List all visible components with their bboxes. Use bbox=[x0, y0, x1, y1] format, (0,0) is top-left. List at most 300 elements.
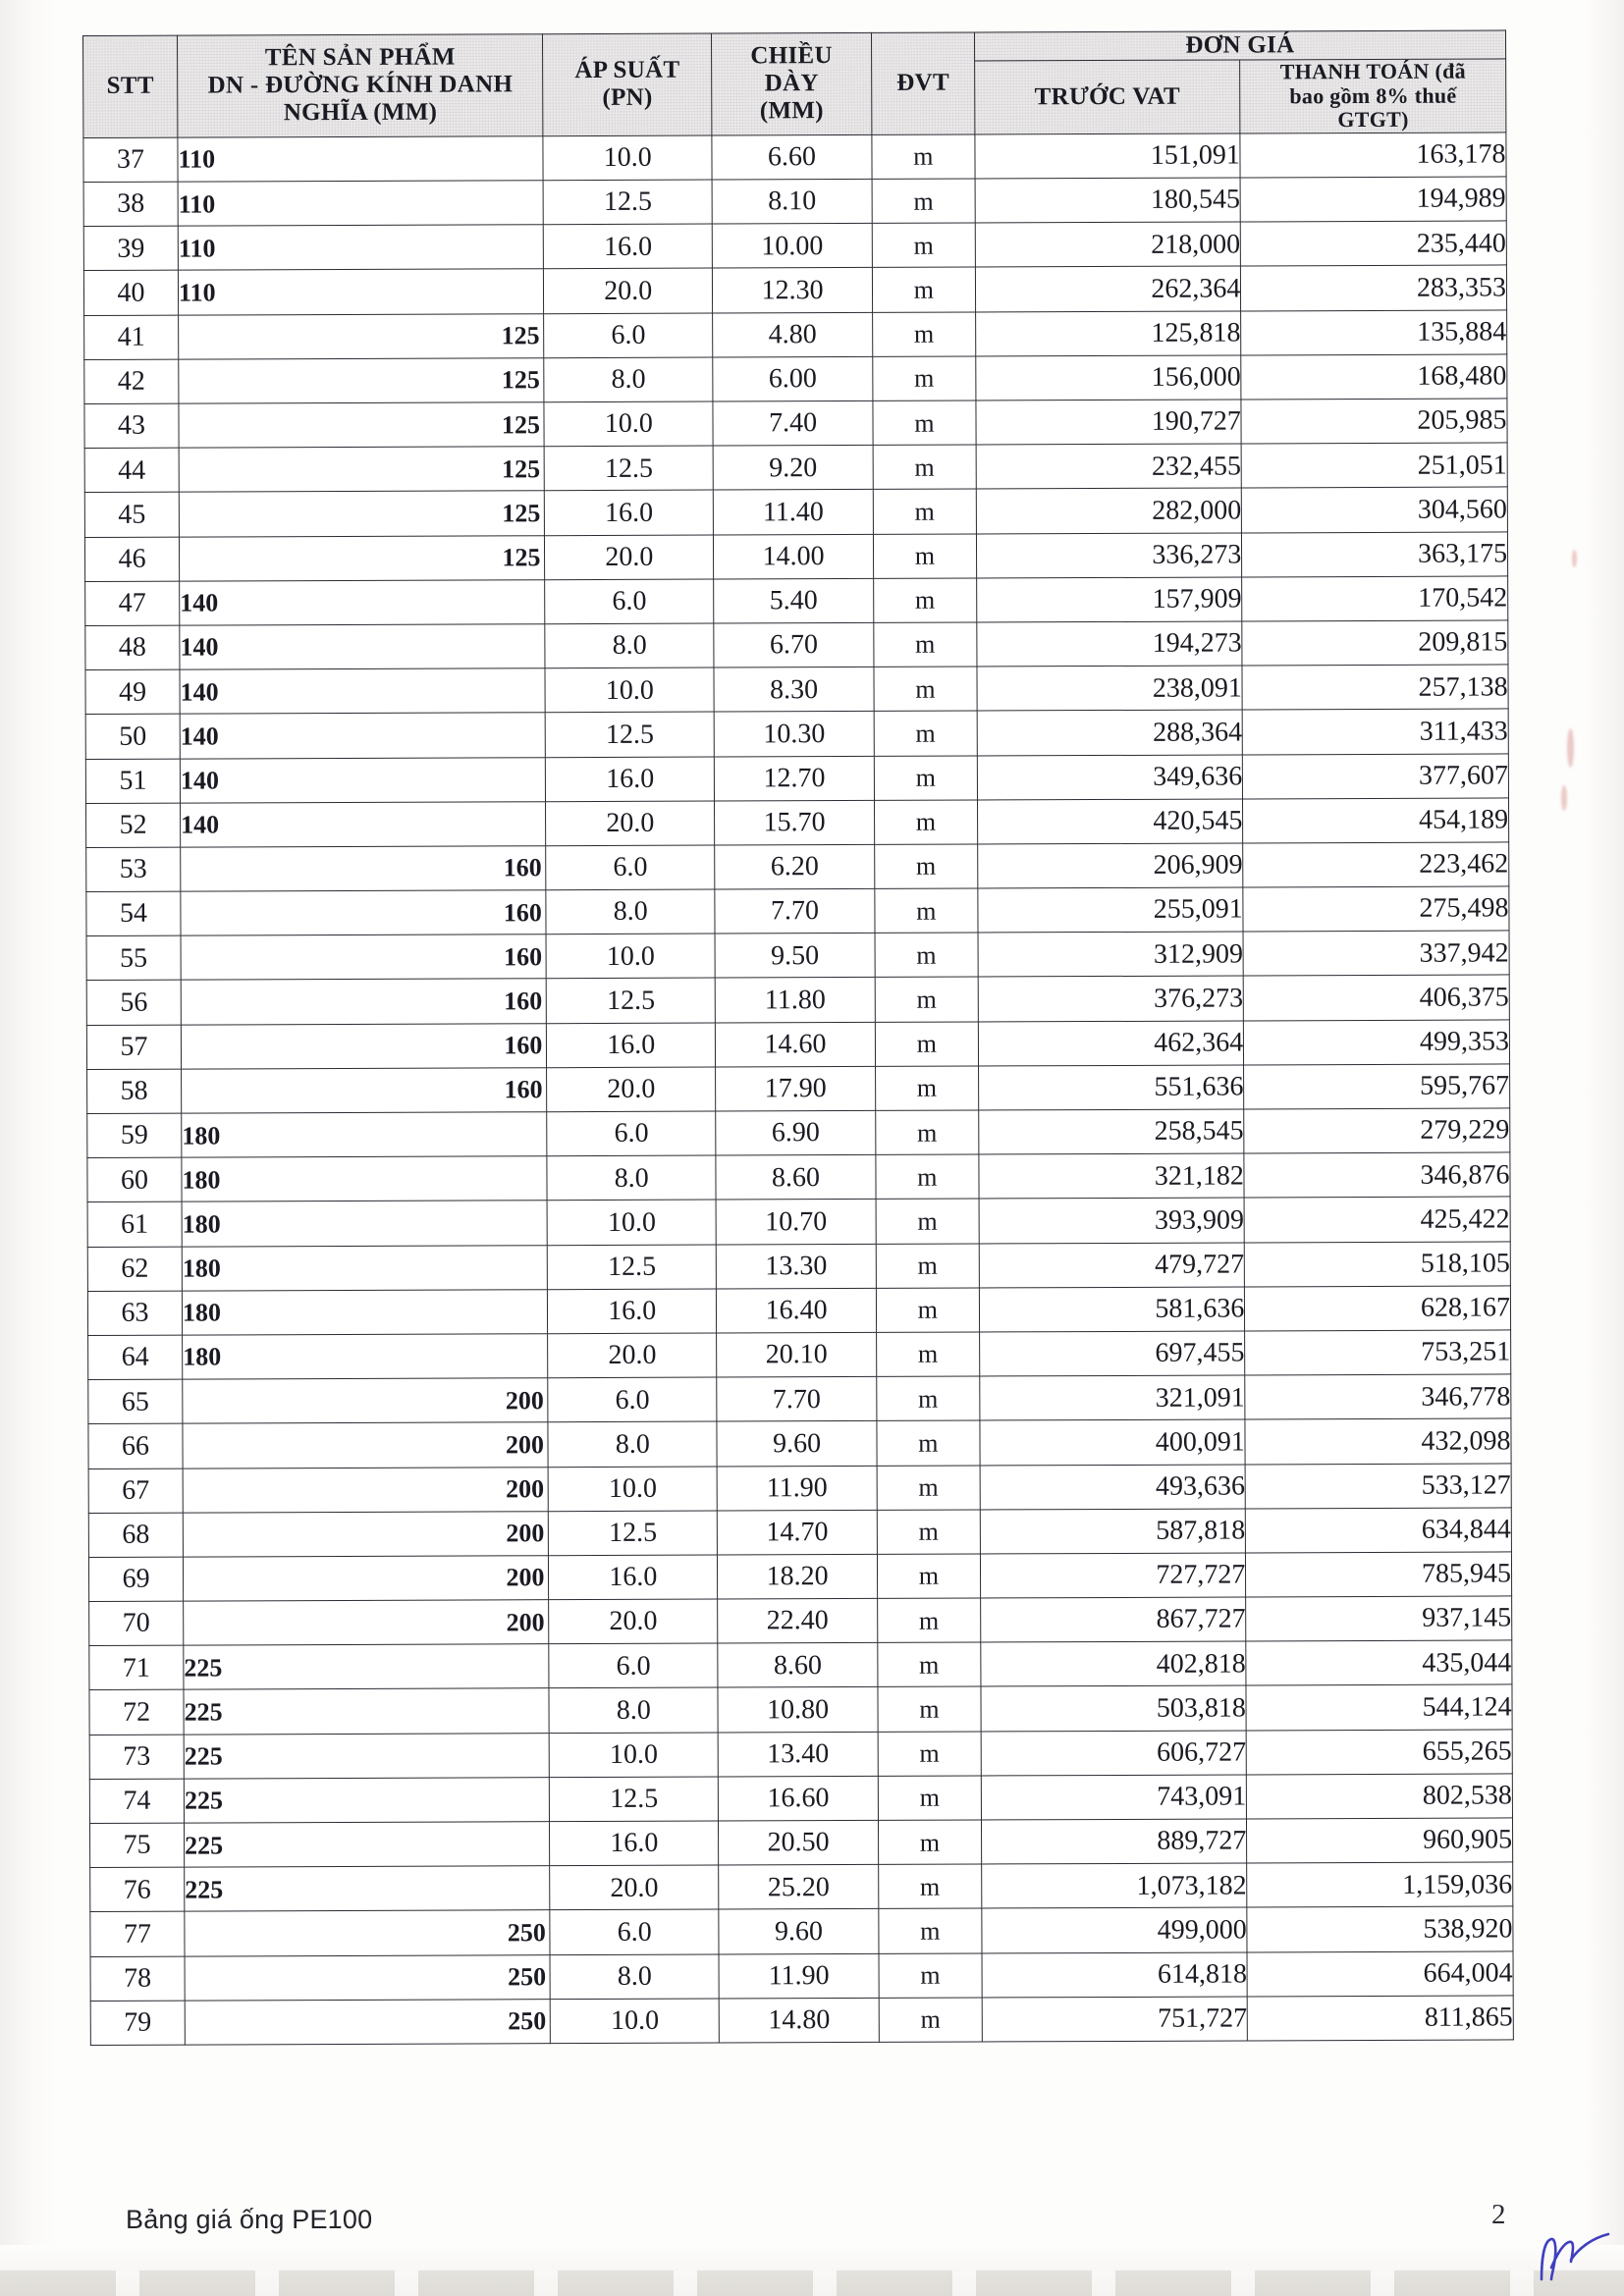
table-row bbox=[86, 975, 1509, 1025]
cell-thickness: 16.40 bbox=[717, 1288, 877, 1333]
cell-nominal-diameter: 180 bbox=[182, 1201, 548, 1247]
table-row bbox=[87, 1286, 1510, 1336]
cell-unit: m bbox=[877, 1376, 980, 1421]
cell-unit: m bbox=[879, 1953, 982, 1999]
cell-before-vat: 312,909 bbox=[978, 932, 1244, 977]
cell-payment: 251,051 bbox=[1241, 443, 1507, 488]
cell-unit: m bbox=[872, 267, 975, 312]
cell-pressure: 20.0 bbox=[550, 1865, 719, 1910]
cell-stt: 67 bbox=[88, 1468, 183, 1514]
handwritten-signature-mark bbox=[1532, 2230, 1616, 2285]
cell-payment: 223,462 bbox=[1243, 842, 1509, 887]
cell-before-vat: 125,818 bbox=[975, 311, 1241, 356]
cell-pressure: 6.0 bbox=[548, 1377, 717, 1422]
table-row bbox=[90, 1996, 1513, 2046]
cell-before-vat: 493,636 bbox=[980, 1464, 1246, 1509]
cell-payment: 544,124 bbox=[1246, 1684, 1512, 1730]
cell-unit: m bbox=[876, 1199, 979, 1244]
cell-before-vat: 157,909 bbox=[976, 577, 1242, 622]
cell-pressure: 12.5 bbox=[546, 712, 715, 757]
cell-stt: 50 bbox=[85, 714, 180, 759]
scan-smudge bbox=[1572, 550, 1577, 567]
header-pressure-line1: ÁP SUẤT bbox=[574, 57, 680, 84]
header-unit bbox=[872, 32, 975, 134]
cell-stt: 74 bbox=[89, 1779, 184, 1824]
cell-unit: m bbox=[875, 1022, 978, 1067]
cell-thickness: 7.70 bbox=[715, 888, 875, 934]
table-row bbox=[89, 1730, 1512, 1780]
cell-unit: m bbox=[878, 1598, 981, 1643]
price-table-container bbox=[82, 31, 1513, 2046]
table-row bbox=[88, 1418, 1511, 1468]
cell-before-vat: 349,636 bbox=[977, 754, 1243, 799]
cell-before-vat: 751,727 bbox=[982, 1997, 1248, 2042]
header-payment-line2: bao gồm 8% thuế bbox=[1289, 82, 1457, 108]
cell-before-vat: 288,364 bbox=[977, 710, 1243, 755]
table-row bbox=[87, 1152, 1510, 1202]
cell-unit: m bbox=[872, 179, 975, 224]
cell-nominal-diameter: 125 bbox=[179, 402, 545, 449]
cell-thickness: 14.80 bbox=[719, 1998, 879, 2043]
cell-unit: m bbox=[874, 578, 977, 623]
table-row bbox=[90, 1950, 1513, 2001]
header-unit-label: ĐVT bbox=[896, 70, 949, 97]
table-row bbox=[88, 1552, 1511, 1602]
table-row bbox=[87, 1064, 1510, 1114]
cell-stt: 76 bbox=[90, 1867, 185, 1912]
cell-stt: 59 bbox=[87, 1113, 182, 1158]
cell-pressure: 10.0 bbox=[544, 401, 713, 447]
cell-stt: 66 bbox=[88, 1423, 183, 1468]
cell-unit: m bbox=[873, 445, 976, 490]
table-row bbox=[84, 310, 1507, 360]
cell-pressure: 8.0 bbox=[545, 623, 714, 668]
cell-before-vat: 190,727 bbox=[976, 400, 1242, 445]
cell-stt: 54 bbox=[86, 891, 181, 936]
cell-payment: 275,498 bbox=[1243, 886, 1509, 932]
cell-pressure: 16.0 bbox=[550, 1821, 719, 1866]
cell-thickness: 13.40 bbox=[718, 1732, 878, 1777]
cell-unit: m bbox=[875, 800, 978, 845]
header-product-line1: TÊN SẢN PHẨM bbox=[264, 43, 456, 72]
table-row bbox=[88, 1463, 1511, 1513]
cell-before-vat: 218,000 bbox=[975, 222, 1241, 267]
cell-thickness: 11.90 bbox=[717, 1466, 877, 1511]
cell-thickness: 7.40 bbox=[713, 400, 873, 446]
cell-unit: m bbox=[878, 1732, 981, 1777]
cell-payment: 363,175 bbox=[1242, 531, 1508, 576]
cell-payment: 538,920 bbox=[1247, 1906, 1513, 1951]
cell-before-vat: 503,818 bbox=[981, 1685, 1247, 1731]
header-stt-label: STT bbox=[106, 73, 154, 100]
cell-unit: m bbox=[876, 1154, 979, 1200]
cell-payment: 425,422 bbox=[1244, 1197, 1510, 1242]
cell-payment: 634,844 bbox=[1246, 1508, 1512, 1553]
cell-pressure: 20.0 bbox=[549, 1599, 718, 1644]
cell-before-vat: 258,545 bbox=[978, 1109, 1244, 1154]
table-row bbox=[90, 1906, 1513, 1956]
cell-nominal-diameter: 225 bbox=[184, 1688, 550, 1735]
cell-before-vat: 206,909 bbox=[977, 843, 1243, 888]
header-product-name bbox=[178, 34, 544, 137]
cell-payment: 377,607 bbox=[1243, 753, 1509, 798]
cell-unit: m bbox=[873, 534, 976, 579]
cell-thickness: 7.70 bbox=[717, 1377, 877, 1422]
header-payment-line1: THANH TOÁN (đã bbox=[1279, 58, 1466, 84]
header-thickness-line1: CHIỀU bbox=[750, 42, 833, 70]
cell-stt: 38 bbox=[83, 182, 178, 227]
cell-nominal-diameter: 140 bbox=[180, 713, 546, 759]
cell-nominal-diameter: 160 bbox=[181, 1023, 547, 1069]
cell-payment: 279,229 bbox=[1244, 1108, 1510, 1153]
cell-payment: 346,876 bbox=[1244, 1152, 1510, 1198]
cell-thickness: 6.60 bbox=[712, 134, 872, 180]
cell-before-vat: 889,727 bbox=[981, 1819, 1247, 1864]
cell-pressure: 10.0 bbox=[545, 667, 714, 713]
cell-before-vat: 402,818 bbox=[981, 1641, 1247, 1686]
cell-pressure: 8.0 bbox=[549, 1687, 718, 1733]
cell-nominal-diameter: 225 bbox=[185, 1866, 551, 1912]
cell-payment: 406,375 bbox=[1244, 975, 1510, 1020]
cell-unit: m bbox=[873, 489, 976, 534]
cell-before-vat: 581,636 bbox=[979, 1287, 1245, 1332]
cell-unit: m bbox=[874, 756, 977, 801]
cell-before-vat: 321,091 bbox=[980, 1375, 1246, 1420]
cell-before-vat: 479,727 bbox=[979, 1243, 1245, 1288]
header-before-vat bbox=[974, 60, 1240, 134]
cell-payment: 655,265 bbox=[1246, 1730, 1512, 1775]
cell-nominal-diameter: 200 bbox=[183, 1511, 549, 1557]
table-row bbox=[88, 1508, 1511, 1558]
table-row bbox=[85, 620, 1508, 670]
table-row bbox=[86, 931, 1509, 981]
table-body bbox=[83, 133, 1513, 2046]
cell-nominal-diameter: 140 bbox=[180, 757, 546, 803]
cell-payment: 435,044 bbox=[1246, 1640, 1512, 1685]
cell-nominal-diameter: 180 bbox=[183, 1334, 549, 1380]
cell-before-vat: 400,091 bbox=[980, 1419, 1246, 1465]
cell-nominal-diameter: 125 bbox=[179, 535, 545, 581]
cell-nominal-diameter: 180 bbox=[182, 1245, 548, 1291]
cell-nominal-diameter: 160 bbox=[182, 1068, 548, 1114]
cell-nominal-diameter: 250 bbox=[185, 1910, 551, 1956]
cell-unit: m bbox=[872, 134, 975, 180]
scan-edge-right bbox=[1581, 0, 1624, 2296]
cell-thickness: 6.90 bbox=[716, 1110, 876, 1155]
cell-thickness: 13.30 bbox=[716, 1244, 876, 1289]
table-row bbox=[84, 531, 1507, 581]
cell-nominal-diameter: 250 bbox=[185, 1954, 551, 2001]
cell-stt: 63 bbox=[87, 1291, 182, 1336]
cell-before-vat: 194,273 bbox=[977, 621, 1243, 667]
cell-stt: 75 bbox=[89, 1823, 184, 1868]
cell-stt: 62 bbox=[87, 1247, 182, 1292]
table-row bbox=[89, 1640, 1512, 1690]
cell-pressure: 6.0 bbox=[549, 1643, 718, 1688]
cell-thickness: 9.20 bbox=[713, 446, 873, 491]
scan-bottom-strip bbox=[0, 2270, 1624, 2296]
table-row bbox=[89, 1684, 1512, 1735]
table-row bbox=[86, 886, 1509, 936]
cell-before-vat: 262,364 bbox=[975, 266, 1241, 311]
cell-nominal-diameter: 125 bbox=[179, 491, 545, 537]
cell-thickness: 14.00 bbox=[714, 534, 874, 579]
cell-thickness: 8.60 bbox=[718, 1643, 878, 1688]
cell-stt: 58 bbox=[87, 1069, 182, 1114]
table-row bbox=[84, 354, 1507, 404]
cell-thickness: 10.80 bbox=[718, 1687, 878, 1733]
cell-nominal-diameter: 110 bbox=[178, 225, 544, 271]
cell-payment: 432,098 bbox=[1245, 1418, 1511, 1464]
table-row bbox=[84, 399, 1507, 449]
cell-thickness: 8.10 bbox=[712, 179, 872, 224]
cell-payment: 257,138 bbox=[1242, 665, 1508, 710]
cell-before-vat: 151,091 bbox=[975, 133, 1241, 179]
cell-thickness: 6.20 bbox=[715, 844, 875, 889]
cell-payment: 235,440 bbox=[1241, 221, 1507, 266]
cell-unit: m bbox=[877, 1466, 980, 1511]
cell-stt: 72 bbox=[89, 1690, 184, 1735]
cell-thickness: 9.50 bbox=[715, 934, 875, 979]
cell-unit: m bbox=[877, 1332, 980, 1377]
cell-payment: 753,251 bbox=[1245, 1330, 1511, 1375]
cell-before-vat: 255,091 bbox=[978, 887, 1244, 933]
scan-smudge bbox=[1567, 728, 1574, 768]
cell-thickness: 11.40 bbox=[713, 490, 873, 535]
cell-nominal-diameter: 140 bbox=[180, 579, 546, 625]
cell-stt: 68 bbox=[88, 1513, 183, 1558]
cell-unit: m bbox=[879, 1820, 982, 1865]
cell-pressure: 12.5 bbox=[548, 1245, 717, 1290]
cell-before-vat: 499,000 bbox=[982, 1907, 1248, 1952]
cell-unit: m bbox=[873, 400, 976, 446]
cell-payment: 283,353 bbox=[1241, 265, 1507, 310]
cell-before-vat: 156,000 bbox=[976, 355, 1242, 400]
cell-unit: m bbox=[874, 711, 977, 756]
header-payment-line3: GTGT) bbox=[1337, 107, 1409, 133]
cell-stt: 71 bbox=[89, 1645, 184, 1690]
cell-payment: 937,145 bbox=[1246, 1596, 1512, 1641]
cell-pressure: 10.0 bbox=[547, 1200, 716, 1245]
cell-unit: m bbox=[875, 888, 978, 934]
cell-unit: m bbox=[876, 1244, 979, 1289]
table-row bbox=[84, 443, 1507, 493]
cell-nominal-diameter: 125 bbox=[179, 358, 545, 404]
header-product-line3: NGHĨA (MM) bbox=[283, 99, 438, 127]
cell-unit: m bbox=[877, 1554, 980, 1599]
header-pressure bbox=[543, 33, 712, 136]
cell-pressure: 8.0 bbox=[550, 1954, 719, 2000]
header-before-vat-label: TRƯỚC VAT bbox=[1034, 82, 1181, 111]
cell-payment: 304,560 bbox=[1242, 487, 1508, 532]
cell-before-vat: 238,091 bbox=[977, 666, 1243, 711]
table-row bbox=[83, 177, 1506, 227]
cell-pressure: 16.0 bbox=[547, 1023, 716, 1068]
cell-stt: 41 bbox=[84, 315, 179, 360]
table-row bbox=[87, 1197, 1510, 1247]
cell-unit: m bbox=[876, 1288, 979, 1333]
cell-pressure: 16.0 bbox=[549, 1555, 718, 1600]
table-header bbox=[83, 30, 1506, 137]
cell-pressure: 10.0 bbox=[551, 1999, 720, 2044]
cell-stt: 79 bbox=[90, 2001, 185, 2046]
table-row bbox=[89, 1774, 1512, 1824]
table-row bbox=[88, 1374, 1511, 1424]
cell-before-vat: 551,636 bbox=[978, 1065, 1244, 1110]
cell-nominal-diameter: 200 bbox=[183, 1467, 549, 1513]
cell-thickness: 12.70 bbox=[714, 756, 874, 801]
cell-unit: m bbox=[876, 1110, 979, 1155]
cell-nominal-diameter: 250 bbox=[185, 1999, 551, 2045]
cell-thickness: 15.70 bbox=[715, 800, 875, 845]
cell-pressure: 12.5 bbox=[544, 180, 713, 225]
cell-stt: 48 bbox=[85, 625, 180, 670]
header-thickness-line2: DÀY bbox=[764, 70, 819, 97]
table-row bbox=[84, 487, 1507, 537]
header-payment bbox=[1240, 59, 1506, 133]
header-unit-price-group bbox=[974, 30, 1505, 61]
page-number: 2 bbox=[1491, 2199, 1506, 2230]
header-stt bbox=[83, 35, 178, 137]
cell-unit: m bbox=[879, 1998, 982, 2043]
cell-pressure: 16.0 bbox=[544, 224, 713, 269]
cell-pressure: 20.0 bbox=[546, 801, 715, 846]
cell-thickness: 20.10 bbox=[717, 1332, 877, 1377]
cell-stt: 46 bbox=[84, 537, 179, 582]
cell-nominal-diameter: 225 bbox=[184, 1777, 550, 1823]
footer-note: Bảng giá ống PE100 bbox=[126, 2205, 373, 2234]
cell-before-vat: 614,818 bbox=[982, 1952, 1248, 1998]
cell-nominal-diameter: 110 bbox=[178, 136, 544, 183]
cell-nominal-diameter: 200 bbox=[183, 1422, 549, 1468]
cell-nominal-diameter: 225 bbox=[185, 1822, 551, 1868]
cell-before-vat: 376,273 bbox=[978, 976, 1244, 1021]
table-row bbox=[87, 1241, 1510, 1291]
cell-payment: 168,480 bbox=[1241, 354, 1507, 400]
cell-unit: m bbox=[878, 1776, 981, 1821]
cell-thickness: 14.70 bbox=[717, 1510, 877, 1555]
cell-pressure: 8.0 bbox=[547, 1155, 716, 1201]
cell-nominal-diameter: 180 bbox=[182, 1156, 548, 1202]
header-product-line2: DN - ĐƯỜNG KÍNH DANH bbox=[207, 71, 514, 99]
cell-thickness: 12.30 bbox=[713, 268, 873, 313]
cell-payment: 194,989 bbox=[1240, 177, 1506, 222]
cell-unit: m bbox=[877, 1510, 980, 1555]
cell-pressure: 8.0 bbox=[544, 357, 713, 402]
cell-thickness: 14.60 bbox=[715, 1022, 875, 1067]
cell-payment: 628,167 bbox=[1245, 1286, 1511, 1331]
cell-nominal-diameter: 160 bbox=[181, 846, 547, 892]
cell-stt: 39 bbox=[83, 226, 178, 271]
cell-pressure: 10.0 bbox=[550, 1733, 719, 1778]
cell-pressure: 10.0 bbox=[543, 135, 712, 181]
cell-stt: 64 bbox=[88, 1335, 183, 1380]
table-row bbox=[83, 133, 1506, 183]
cell-unit: m bbox=[876, 1066, 979, 1111]
table-row bbox=[85, 753, 1508, 803]
cell-before-vat: 697,455 bbox=[979, 1331, 1245, 1376]
cell-payment: 960,905 bbox=[1247, 1818, 1513, 1863]
table-row bbox=[83, 265, 1506, 315]
cell-pressure: 6.0 bbox=[545, 579, 714, 624]
cell-stt: 49 bbox=[85, 669, 180, 715]
scan-smudge bbox=[1561, 785, 1567, 811]
cell-thickness: 17.90 bbox=[716, 1066, 876, 1111]
table-row bbox=[89, 1818, 1512, 1868]
table-row bbox=[88, 1330, 1511, 1380]
cell-pressure: 8.0 bbox=[546, 889, 715, 934]
cell-pressure: 6.0 bbox=[546, 845, 715, 890]
cell-thickness: 10.00 bbox=[712, 224, 872, 269]
cell-pressure: 12.5 bbox=[547, 978, 716, 1023]
cell-stt: 56 bbox=[86, 981, 181, 1026]
cell-before-vat: 336,273 bbox=[976, 533, 1242, 578]
cell-payment: 802,538 bbox=[1247, 1774, 1513, 1819]
cell-unit: m bbox=[872, 223, 975, 268]
cell-nominal-diameter: 180 bbox=[182, 1112, 548, 1158]
header-thickness-line3: (MM) bbox=[759, 97, 824, 125]
cell-payment: 533,127 bbox=[1245, 1463, 1511, 1508]
table-row bbox=[85, 709, 1508, 759]
cell-nominal-diameter: 140 bbox=[180, 668, 546, 715]
table-row bbox=[86, 842, 1509, 892]
cell-stt: 78 bbox=[90, 1956, 185, 2002]
cell-pressure: 16.0 bbox=[548, 1289, 717, 1334]
cell-payment: 170,542 bbox=[1242, 576, 1508, 621]
cell-nominal-diameter: 110 bbox=[178, 181, 544, 227]
cell-nominal-diameter: 140 bbox=[180, 624, 546, 670]
cell-nominal-diameter: 140 bbox=[181, 801, 547, 847]
cell-before-vat: 606,727 bbox=[981, 1731, 1247, 1776]
cell-stt: 40 bbox=[83, 271, 178, 316]
cell-stt: 45 bbox=[84, 493, 179, 538]
cell-thickness: 18.20 bbox=[718, 1554, 878, 1599]
cell-stt: 53 bbox=[86, 847, 181, 892]
cell-unit: m bbox=[873, 312, 976, 357]
table-row bbox=[85, 576, 1508, 626]
cell-thickness: 10.70 bbox=[716, 1200, 876, 1245]
cell-payment: 163,178 bbox=[1240, 133, 1506, 178]
price-table bbox=[82, 29, 1514, 2045]
cell-stt: 61 bbox=[87, 1201, 182, 1247]
cell-pressure: 16.0 bbox=[546, 757, 715, 802]
cell-thickness: 20.50 bbox=[719, 1820, 879, 1865]
cell-nominal-diameter: 125 bbox=[179, 313, 545, 359]
table-row bbox=[86, 798, 1509, 848]
cell-before-vat: 321,182 bbox=[979, 1153, 1245, 1199]
cell-thickness: 9.60 bbox=[717, 1421, 877, 1467]
cell-nominal-diameter: 225 bbox=[184, 1644, 550, 1690]
header-pressure-line2: (PN) bbox=[602, 84, 653, 112]
cell-pressure: 6.0 bbox=[547, 1111, 716, 1156]
cell-before-vat: 180,545 bbox=[975, 178, 1241, 223]
cell-stt: 51 bbox=[85, 759, 180, 804]
table-row bbox=[89, 1596, 1512, 1646]
cell-stt: 60 bbox=[87, 1157, 182, 1202]
table-row bbox=[85, 665, 1508, 715]
cell-payment: 209,815 bbox=[1242, 620, 1508, 666]
table-row bbox=[86, 1020, 1509, 1070]
cell-nominal-diameter: 110 bbox=[178, 269, 544, 315]
cell-before-vat: 587,818 bbox=[980, 1509, 1246, 1554]
cell-payment: 454,189 bbox=[1243, 798, 1509, 843]
cell-stt: 47 bbox=[85, 581, 180, 626]
cell-before-vat: 867,727 bbox=[980, 1597, 1246, 1642]
cell-thickness: 11.80 bbox=[715, 978, 875, 1023]
table-row bbox=[87, 1108, 1510, 1158]
cell-before-vat: 232,455 bbox=[976, 444, 1242, 489]
header-thickness bbox=[712, 32, 872, 134]
